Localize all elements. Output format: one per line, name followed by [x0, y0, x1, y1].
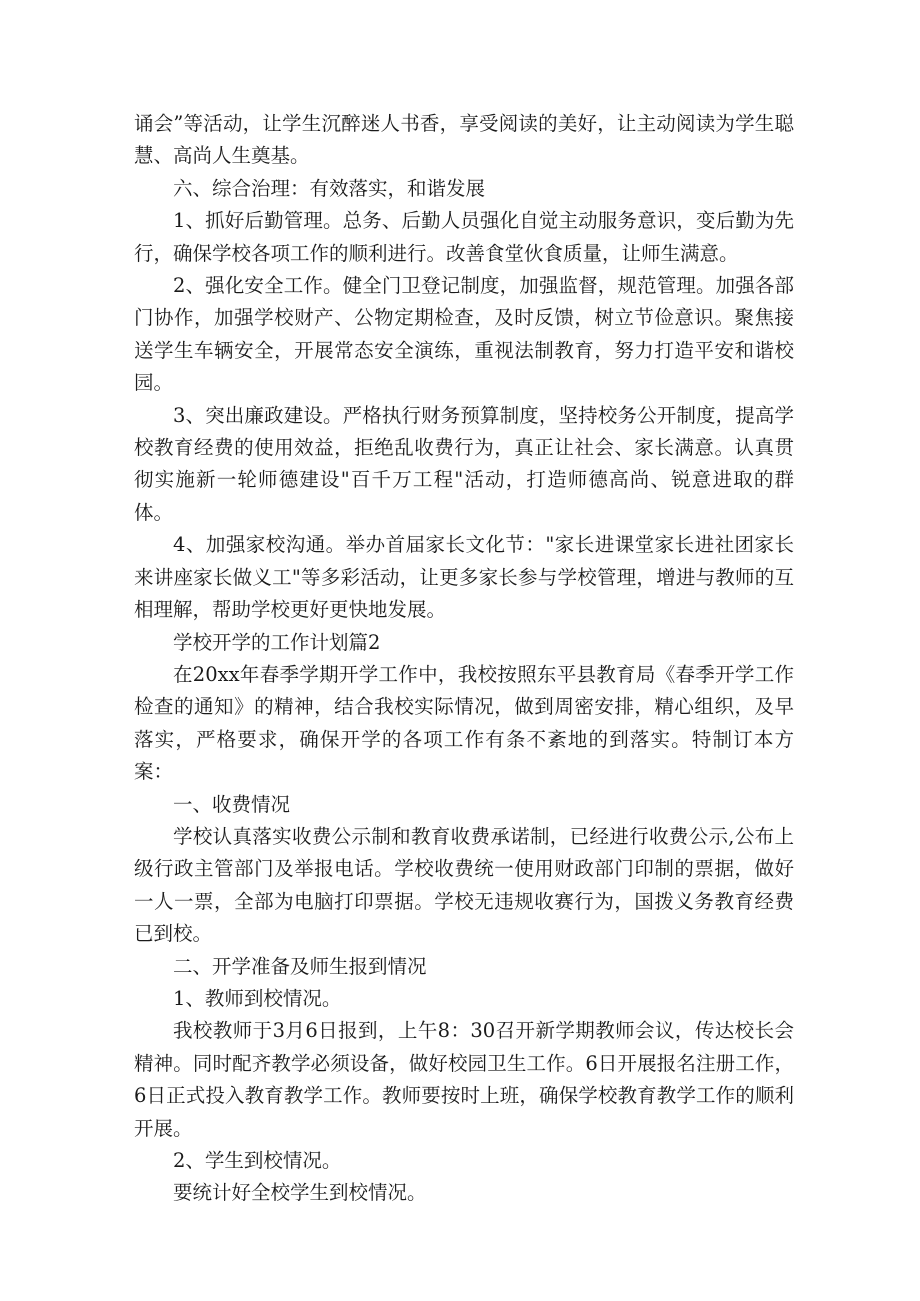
section-heading-comprehensive-governance: 六、综合治理：有效落实，和谐发展: [173, 176, 486, 200]
document-body: [134, 108, 794, 1210]
paragraph-home-school-communication: 4、加强家校沟通。举办首届家长文化节："家长进课堂家长进社团家长来讲座家长做义工"等多彩活动，让更多家长参与学校管理，增进与教师的互相理解，帮助学校更好更快地发展。: [134, 533, 794, 622]
subheading-student-arrival: 2、学生到校情况。: [173, 1149, 342, 1172]
section-title-plan-2: 学校开学的工作计划篇2: [173, 630, 381, 654]
subheading-teacher-arrival: 1、教师到校情况。: [173, 986, 342, 1010]
paragraph-reading-activities: 诵会”等活动，让学生沉醉迷人书香，享受阅读的美好，让主动阅读为学生聪慧、高尚人生奠基。: [134, 112, 794, 168]
paragraph-integrity-building: 3、突出廉政建设。严格执行财务预算制度，坚持校务公开制度，提高学校教育经费的使用效益，拒绝乱收费行为，真正让社会、家长满意。认真贯彻实施新一轮师德建设"百千万工程"活动，打造师德高尚、锐意进取的群体。: [134, 403, 794, 524]
paragraph-plan-intro: 在20xx年春季学期开学工作中，我校按照东平县教育局《春季开学工作检查的通知》的精神，结合我校实际情况，做到周密安排，精心组织，及早落实，严格要求，确保开学的各项工作有条不紊地的到落实。特制订本方案：: [134, 662, 794, 784]
paragraph-teacher-arrival: 我校教师于3月6日报到，上午8：30召开新学期教师会议，传达校长会精神。同时配齐教学必须设备，做好校园卫生工作。6日开展报名注册工作，6日正式投入教育教学工作。教师要按时上班，确保学校教育教学工作的顺利开展。: [134, 1019, 794, 1140]
paragraph-logistics-management: 1、抓好后勤管理。总务、后勤人员强化自觉主动服务意识，变后勤为先行，确保学校各项工作的顺利进行。改善食堂伙食质量，让师生满意。: [134, 209, 794, 265]
paragraph-safety-work: 2、强化安全工作。健全门卫登记制度，加强监督，规范管理。加强各部门协作，加强学校财产、公物定期检查，及时反馈，树立节俭意识。聚焦接送学生车辆安全，开展常态安全演练，重视法制教育，努力打造平安和谐校园。: [134, 274, 794, 395]
paragraph-fees: 学校认真落实收费公示制和教育收费承诺制，已经进行收费公示,公布上级行政主管部门及举报电话。学校收费统一使用财政部门印制的票据，做好一人一票，全部为电脑打印票据。学校无违规收赛行为，国拨义务教育经费已到校。: [134, 824, 794, 946]
section-heading-preparation: 二、开学准备及师生报到情况: [173, 954, 427, 978]
paragraph-student-arrival: 要统计好全校学生到校情况。: [173, 1181, 427, 1205]
section-heading-fees: 一、收费情况: [173, 792, 291, 816]
